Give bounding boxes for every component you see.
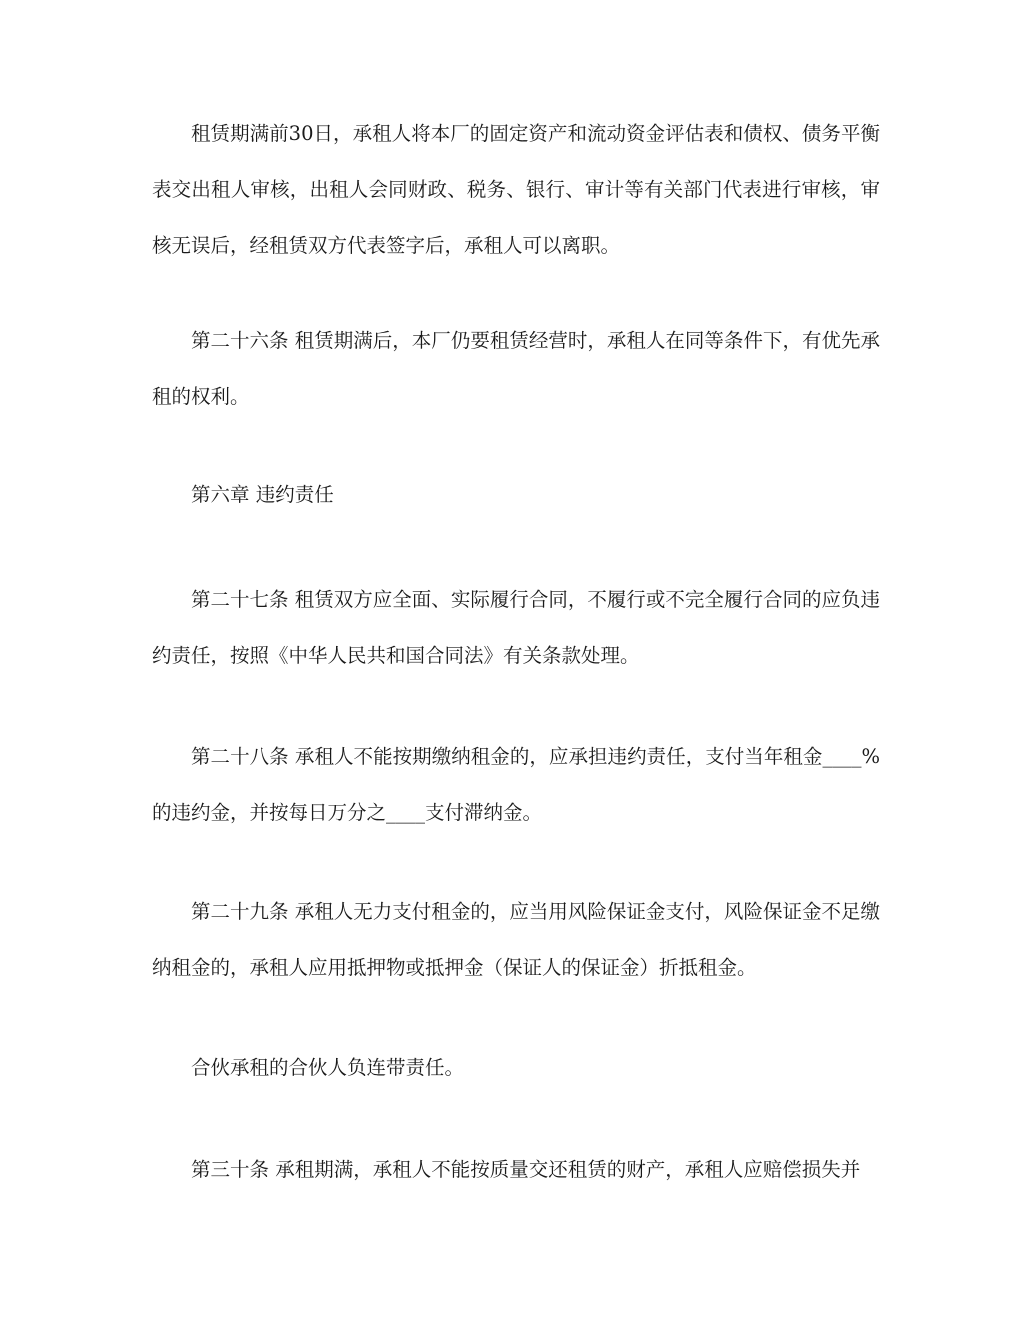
paragraph-article-27: 第二十七条 租赁双方应全面、实际履行合同，不履行或不完全履行合同的应负违约责任，按照《中华人民共和国合同法》有关条款处理。: [152, 588, 880, 667]
paragraph-article-30: 第三十条 承租期满，承租人不能按质量交还租赁的财产，承租人应赔偿损失并: [191, 1158, 861, 1181]
chapter-heading-breach-liability: 第六章 违约责任: [191, 483, 334, 506]
paragraph-article-29: 第二十九条 承租人无力支付租金的，应当用风险保证金支付，风险保证金不足缴纳租金的，承租人应用抵押物或抵押金（保证人的保证金）折抵租金。: [152, 900, 880, 979]
paragraph-article-26: 第二十六条 租赁期满后，本厂仍要租赁经营时，承租人在同等条件下，有优先承租的权利。: [152, 329, 880, 408]
paragraph-article-28: 第二十八条 承租人不能按期缴纳租金的，应承担违约责任，支付当年租金____%的违约金，并按每日万分之____支付滞纳金。: [152, 745, 880, 824]
paragraph-joint-liability: 合伙承租的合伙人负连带责任。: [191, 1056, 465, 1079]
paragraph-lease-expiry-review: 租赁期满前30日，承租人将本厂的固定资产和流动资金评估表和债权、债务平衡表交出租人审核，出租人会同财政、税务、银行、审计等有关部门代表进行审核，审核无误后，经租赁双方代表签字后，承租人可以离职。: [152, 122, 880, 257]
